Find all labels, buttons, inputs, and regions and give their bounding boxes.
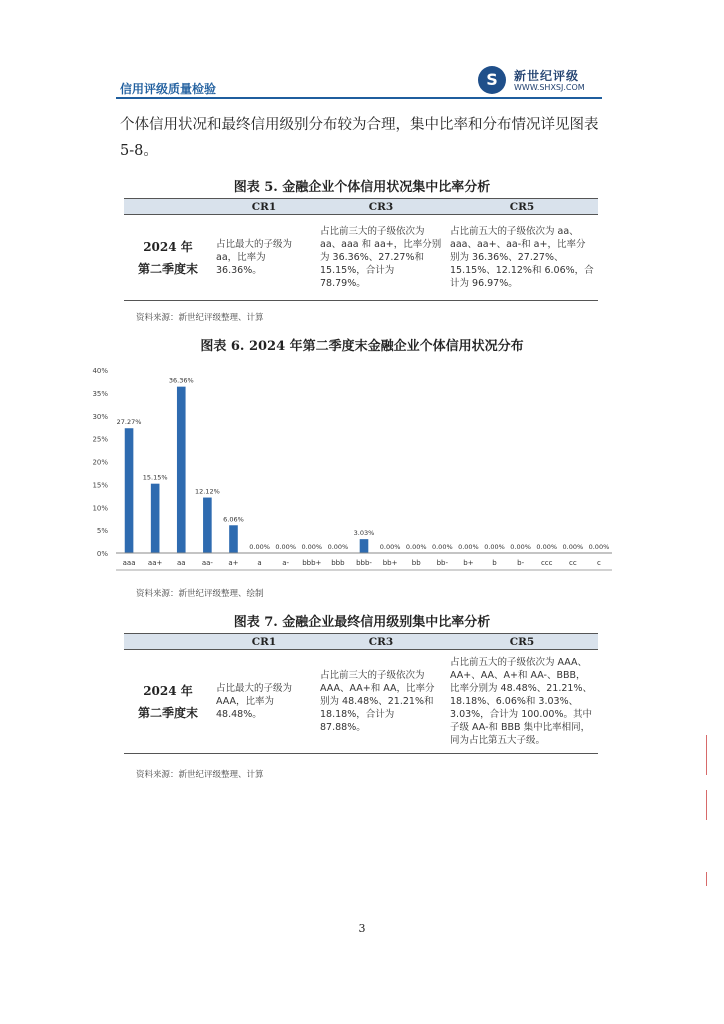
y-tick-label: 0% [96, 550, 108, 558]
seal-mark-icon [706, 790, 721, 820]
y-tick-label: 5% [96, 527, 108, 536]
data-label: 0.00% [562, 543, 584, 551]
data-label: 0.00% [301, 543, 323, 551]
bar-aaa [125, 428, 134, 553]
data-label: 12.12% [194, 487, 220, 496]
x-tick-label: bb [411, 559, 421, 567]
table7-row-label: 2024 年 第二季度末 [124, 650, 212, 754]
header-title: 信用评级质量检验 [120, 82, 217, 96]
x-tick-label: a- [282, 559, 290, 567]
table5-cr3-cell: 占比前三大的子级依次为 aa、aaa 和 aa+，比率分别为 36.36%、27.27%和 15.15%，合计为 78.79%。 [316, 215, 446, 301]
intro-paragraph: 个体信用状况和最终信用级别分布较为合理，集中比率和分布情况详见图表 5-8。 [120, 117, 599, 159]
table5-header-empty [124, 199, 212, 215]
data-label: 0.00% [510, 543, 531, 551]
table7-header-cr3: CR3 [316, 634, 446, 650]
bar-aa+ [151, 484, 160, 553]
table7 [124, 633, 598, 754]
x-tick-label: c [597, 559, 601, 567]
x-tick-label: aa+ [147, 559, 163, 567]
table7-cr3-cell: 占比前三大的子级依次为 AAA、AA+和 AA，比率分别为 48.48%、21.21%和 18.18%，合计为 87.88%。 [316, 650, 446, 754]
bar-aa [177, 387, 186, 553]
y-tick-label: 30% [92, 412, 108, 421]
x-tick-label: ccc [540, 559, 553, 567]
data-label: 15.15% [142, 473, 168, 482]
x-tick-label: aaa [122, 559, 136, 567]
x-tick-label: aa [176, 559, 186, 567]
table7-cr1-cell: 占比最大的子级为 AAA，比率为 48.48%。 [212, 650, 316, 754]
table7-header-cr5: CR5 [446, 634, 598, 650]
data-label: 27.27% [116, 418, 142, 427]
logo-mark-icon: S [478, 66, 506, 94]
page-number: 3 [358, 922, 366, 935]
x-tick-label: bb+ [382, 559, 398, 567]
table5-cr5-cell: 占比前五大的子级依次为 aa、aaa、aa+、aa-和 a+，比率分别为 36.36%、27.27%、15.15%、12.12%和 6.06%，合计为 96.97%。 [446, 215, 598, 301]
x-tick-label: bbb- [356, 559, 372, 567]
table5-header-cr5: CR5 [446, 199, 598, 215]
y-tick-label: 35% [92, 389, 108, 398]
data-label: 0.00% [588, 543, 610, 551]
logo-name: 新世纪评级 [514, 69, 580, 83]
seal-mark-icon [706, 735, 721, 775]
table7-header-row [124, 634, 598, 650]
figure6-source: 资料来源：新世纪评级整理、绘制 [136, 589, 264, 599]
table5-source: 资料来源：新世纪评级整理、计算 [136, 313, 264, 323]
data-label: 0.00% [327, 543, 349, 551]
x-tick-label: bb- [436, 559, 449, 567]
table7-cr5-cell: 占比前五大的子级依次为 AAA、AA+、AA、A+和 AA-、BBB，比率分别为 48.48%、21.21%、18.18%、6.06%和 3.03%、3.03%，合计为 100.00%。其中子级 AA-和 BBB 集中比率相同，同为占比第五大子级。 [446, 650, 598, 754]
bar-bbb- [360, 539, 369, 553]
seal-mark-icon [706, 872, 721, 886]
table5-row-label: 2024 年 第二季度末 [124, 215, 212, 301]
header-divider [116, 97, 602, 99]
data-label: 0.00% [249, 543, 270, 551]
table-row [124, 215, 598, 301]
y-tick-label: 25% [92, 435, 108, 444]
figure6-chart [86, 360, 616, 580]
table7-header-cr1: CR1 [212, 634, 316, 650]
table7-source: 资料来源：新世纪评级整理、计算 [136, 770, 264, 780]
table7-caption: 图表 7. 金融企业最终信用级别集中比率分析 [233, 615, 491, 630]
data-label: 0.00% [484, 543, 505, 551]
data-label: 0.00% [458, 543, 479, 551]
table7-header-empty [124, 634, 212, 650]
bar-a+ [229, 525, 238, 553]
company-logo [478, 66, 602, 96]
table5-header-row [124, 199, 598, 215]
table5 [124, 198, 598, 301]
x-tick-label: bbb+ [302, 559, 322, 567]
data-label: 36.36% [168, 376, 194, 385]
x-tick-label: cc [568, 559, 577, 567]
data-label: 0.00% [275, 543, 297, 551]
x-tick-label: b+ [463, 559, 474, 567]
table5-header-cr1: CR1 [212, 199, 316, 215]
y-tick-label: 10% [92, 504, 108, 513]
data-label: 0.00% [405, 543, 427, 551]
x-tick-label: b [492, 559, 497, 567]
data-label: 0.00% [379, 543, 401, 551]
y-tick-label: 15% [92, 481, 108, 490]
table5-header-cr3: CR3 [316, 199, 446, 215]
x-tick-label: a [257, 559, 262, 567]
logo-url: WWW.SHXSJ.COM [514, 83, 585, 92]
table5-cr1-cell: 占比最大的子级为 aa，比率为 36.36%。 [212, 215, 316, 301]
y-tick-label: 20% [92, 458, 108, 467]
x-tick-label: bbb [331, 559, 345, 567]
data-label: 6.06% [223, 515, 244, 524]
figure6-caption: 图表 6. 2024 年第二季度末金融企业个体信用状况分布 [200, 339, 524, 354]
x-tick-label: a+ [228, 559, 239, 567]
x-tick-label: b- [517, 559, 525, 567]
data-label: 3.03% [353, 529, 375, 538]
y-tick-label: 40% [92, 367, 108, 375]
table-row [124, 650, 598, 754]
bar-aa- [203, 498, 212, 553]
table5-caption: 图表 5. 金融企业个体信用状况集中比率分析 [233, 180, 491, 195]
data-label: 0.00% [431, 543, 453, 551]
data-label: 0.00% [536, 543, 558, 551]
x-tick-label: aa- [201, 559, 213, 567]
